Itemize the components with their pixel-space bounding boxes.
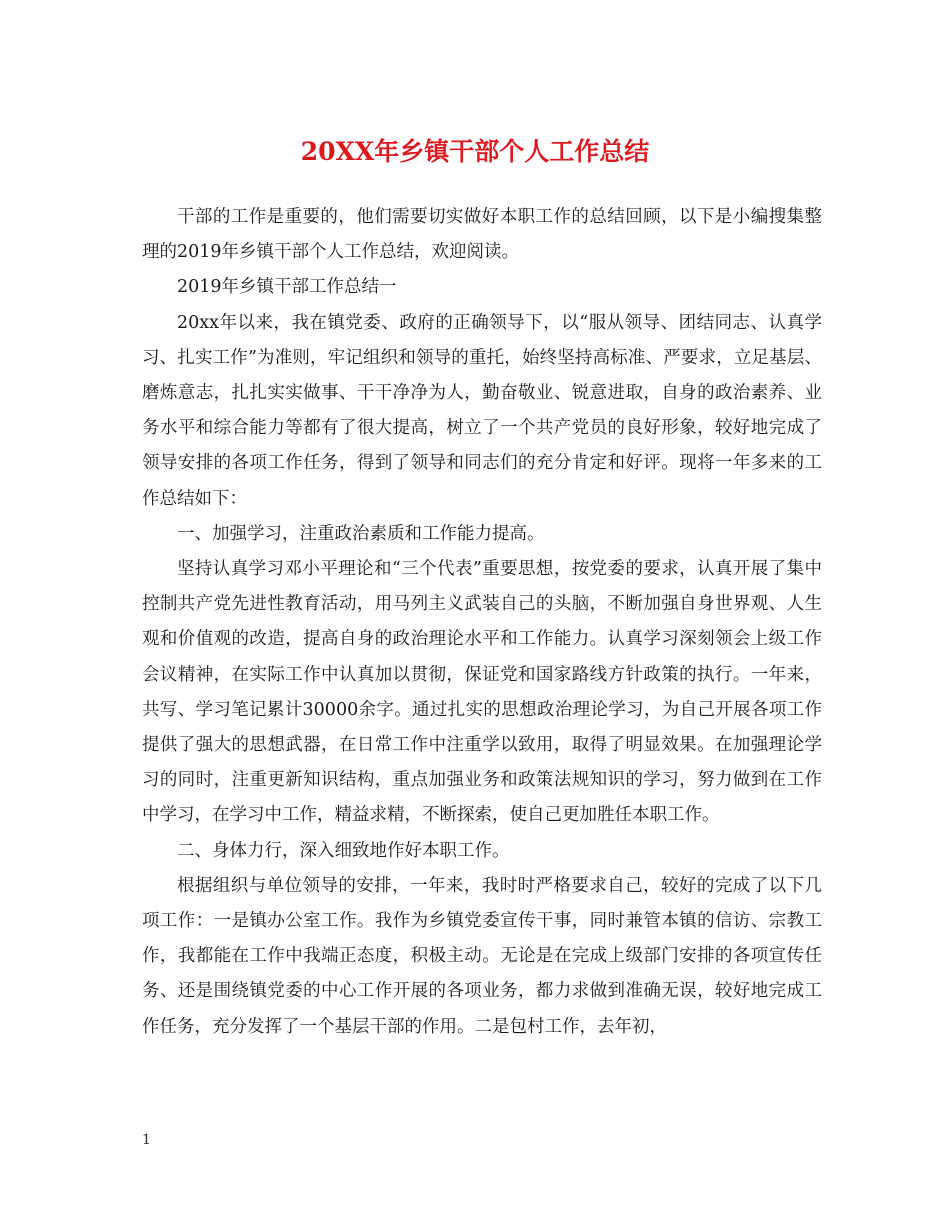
section-heading-study: 一、加强学习，注重政治素质和工作能力提高。: [177, 523, 545, 544]
work-paragraph: 根据组织与单位领导的安排，一年来，我时时严格要求自己，较好的完成了以下几项工作：一是镇办公室工作。我作为乡镇党委宣传干事，同时兼管本镇的信访、宗教工作，我都能在工作中我端正态度，积极主动。无论是在完成上级部门安排的各项宣传任务、还是围绕镇党委的中心工作开展的各项业务，都力求做到准确无误，较好地完成工作任务，充分发挥了一个基层干部的作用。二是包村工作，去年初，: [142, 875, 822, 1037]
page-number: 1: [142, 1132, 151, 1148]
study-paragraph: 坚持认真学习邓小平理论和“三个代表”重要思想，按党委的要求，认真开展了集中控制共产党先进性教育活动，用马列主义武装自己的头脑，不断加强自身世界观、人生观和价值观的改造，提高自身的政治理论水平和工作能力。认真学习深刻领会上级工作会议精神，在实际工作中认真加以贯彻，保证党和国家路线方针政策的执行。一年来，共写、学习笔记累计30000余字。通过扎实的思想政治理论学习，为自己开展各项工作提供了强大的思想武器，在日常工作中注重学以致用，取得了明显效果。在加强理论学习的同时，注重更新知识结构，重点加强业务和政策法规知识的学习，努力做到在工作中学习，在学习中工作，精益求精，不断探索，使自己更加胜任本职工作。: [142, 559, 822, 826]
overview-paragraph: 20xx年以来，我在镇党委、政府的正确领导下，以“服从领导、团结同志、认真学习、扎实工作”为准则，牢记组织和领导的重托，始终坚持高标准、严要求，立足基层、磨炼意志，扎扎实实做事、干干净净为人，勤奋敬业、锐意进取，自身的政治素养、业务水平和综合能力等都有了很大提高，树立了一个共产党员的良好形象，较好地完成了领导安排的各项工作任务，得到了领导和同志们的充分肯定和好评。现将一年多来的工作总结如下：: [142, 312, 822, 509]
intro-paragraph: 干部的工作是重要的，他们需要切实做好本职工作的总结回顾，以下是小编搜集整理的2019年乡镇干部个人工作总结，欢迎阅读。: [142, 207, 822, 263]
section-heading-summary-one: 2019年乡镇干部工作总结一: [177, 277, 397, 298]
document-title: 20XX年乡镇干部个人工作总结: [300, 137, 650, 166]
section-heading-work: 二、身体力行，深入细致地作好本职工作。: [177, 840, 510, 861]
document-body: [142, 200, 822, 1045]
